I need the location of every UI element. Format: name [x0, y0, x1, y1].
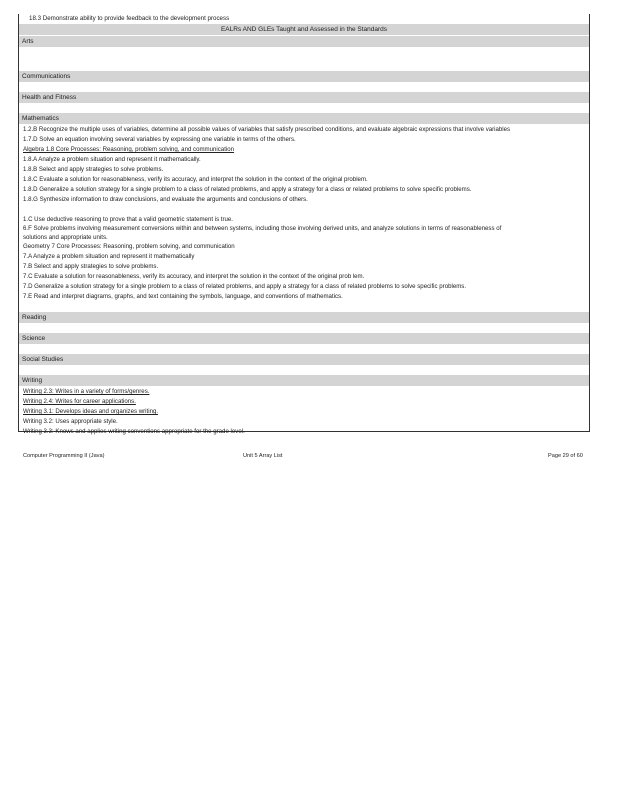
footer-course: Computer Programming II (Java)	[23, 453, 105, 459]
math-item: 7.B Select and apply strategies to solve problems.	[23, 263, 159, 270]
math-item: 1.8.A Analyze a problem situation and represent it mathematically.	[23, 156, 201, 163]
standards-header: EALRs AND GLEs Taught and Assessed in the Standards	[19, 24, 589, 35]
math-item: 1.7.D Solve an equation involving several variables by expressing one variable in terms of the others.	[23, 136, 296, 143]
standards-table	[18, 14, 590, 435]
top-line: 18.3 Demonstrate ability to provide feedback to the development process	[29, 15, 230, 22]
writing-item-link[interactable]: Writing 2.3: Writes in a variety of forms/genres.	[23, 388, 150, 395]
math-item: 1.8.D Generalize a solution strategy for a single problem to a class of related problems, and apply a strategy for a class or related problems to solve specific problems.	[23, 186, 472, 193]
section-communications: Communications	[19, 71, 589, 82]
section-mathematics: Mathematics	[19, 113, 589, 124]
math-item: 7.E Read and interpret diagrams, graphs, and text containing the symbols, language, and conventions of mathematics.	[23, 293, 343, 300]
math-item: Geometry 7 Core Processes: Reasoning, problem solving, and communication	[23, 243, 235, 250]
writing-item-link[interactable]: Writing 3.1: Develops ideas and organizes writing.	[23, 408, 159, 415]
math-item: 1.2.B Recognize the multiple uses of variables, determine all possible values of variables that satisfy prescribed conditions, and evaluate algebraic expressions that involve variables	[23, 126, 511, 133]
section-reading: Reading	[19, 312, 589, 323]
writing-item: Writing 3.3: Knows and applies writing conventions appropriate for the grade level.	[23, 428, 245, 435]
writing-item: Writing 3.2: Uses appropriate style.	[23, 418, 118, 425]
math-item: 1.8.C Evaluate a solution for reasonableness, verify its accuracy, and interpret the solution in the context of the original problem.	[23, 176, 368, 183]
section-health: Health and Fitness	[19, 92, 589, 103]
math-item: 6.F Solve problems involving measurement conversions within and between systems, including those involving derived units, and analyze solutions in terms of reasonableness of	[23, 225, 502, 232]
math-item-link[interactable]: Algebra 1.8 Core Processes: Reasoning, problem solving, and communication	[23, 146, 235, 153]
math-item: 1.C Use deductive reasoning to prove that a valid geometric statement is true.	[23, 216, 234, 223]
math-item: 7.D Generalize a solution strategy for a single problem to a class of related problems, and apply a strategy for a class of related problems to solve specific problems.	[23, 283, 467, 290]
footer-unit: Unit 5 Array List	[243, 453, 283, 459]
writing-item-link[interactable]: Writing 2.4: Writes for career applications.	[23, 398, 136, 405]
section-social-studies: Social Studies	[19, 354, 589, 365]
section-arts: Arts	[19, 36, 589, 47]
math-item: 1.8.G Synthesize information to draw conclusions, and evaluate the arguments and conclusions of others.	[23, 196, 308, 203]
math-item: solutions and appropriate units.	[23, 234, 108, 241]
math-item: 1.8.B Select and apply strategies to solve problems.	[23, 166, 164, 173]
math-item: 7.C Evaluate a solution for reasonableness, verify its accuracy, and interpret the solution in the context of the original prob lem.	[23, 273, 365, 280]
math-item: 7.A Analyze a problem situation and represent it mathematically	[23, 253, 195, 260]
section-writing: Writing	[19, 375, 589, 386]
footer-page-number: Page 29 of 60	[548, 453, 583, 459]
section-science: Science	[19, 333, 589, 344]
